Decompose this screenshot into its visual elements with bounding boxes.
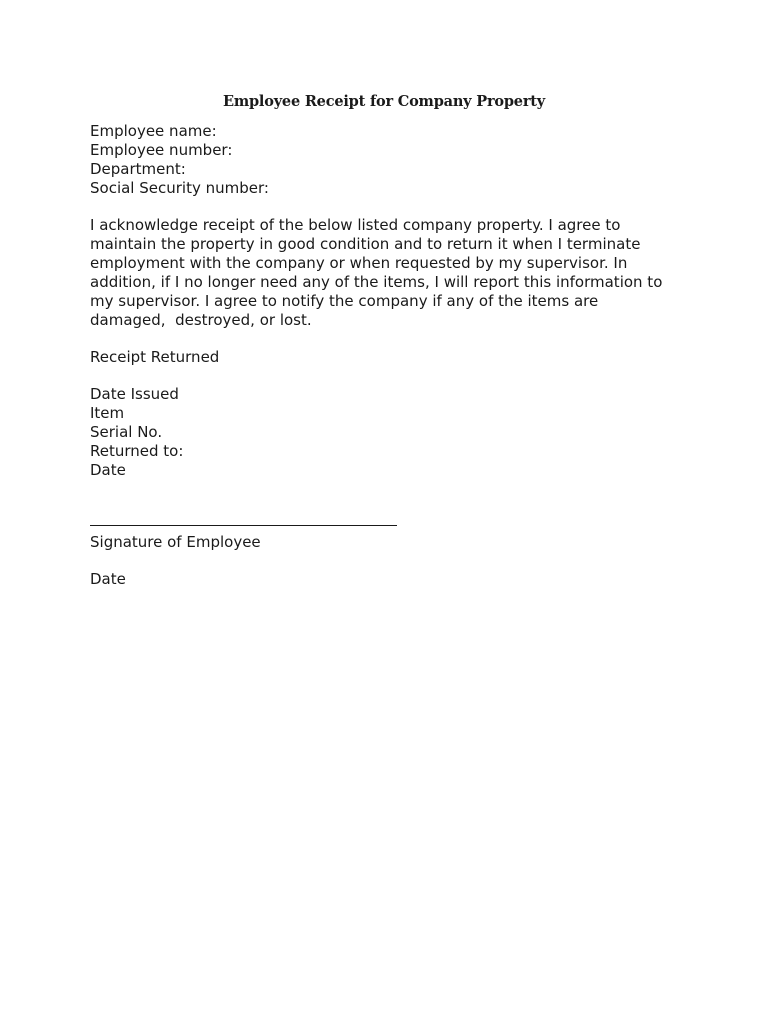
acknowledgement-paragraph	[90, 216, 690, 330]
employee-info-fields	[90, 122, 690, 198]
serial-number-label: Serial No.	[90, 423, 163, 441]
paragraph-line: addition, if I no longer need any of the items, I will report this information to	[90, 273, 663, 291]
signature-line	[90, 525, 397, 526]
spacer	[90, 552, 690, 570]
item-label: Item	[90, 404, 125, 422]
signature-date-label: Date	[90, 570, 126, 588]
department-label: Department:	[90, 160, 186, 178]
paragraph-line: I acknowledge receipt of the below listed company property. I agree to	[90, 216, 621, 234]
spacer	[90, 330, 690, 348]
employee-number-label: Employee number:	[90, 141, 233, 159]
document-title: Employee Receipt for Company Property	[222, 93, 545, 110]
paragraph-line: my supervisor. I agree to notify the company if any of the items are	[90, 292, 599, 310]
spacer	[90, 198, 690, 216]
spacer	[90, 480, 690, 525]
returned-to-label: Returned to:	[90, 442, 184, 460]
receipt-fields	[90, 385, 690, 480]
signature-label: Signature of Employee	[90, 533, 261, 551]
date-issued-label: Date Issued	[90, 385, 179, 403]
ssn-label: Social Security number:	[90, 179, 269, 197]
receipt-date-label: Date	[90, 461, 126, 479]
receipt-returned-heading: Receipt Returned	[90, 348, 220, 366]
employee-name-label: Employee name:	[90, 122, 217, 140]
document-body	[90, 122, 690, 589]
paragraph-line: maintain the property in good condition and to return it when I terminate	[90, 235, 641, 253]
spacer	[90, 367, 690, 385]
paragraph-line: employment with the company or when requested by my supervisor. In	[90, 254, 628, 272]
paragraph-line: damaged, destroyed, or lost.	[90, 311, 312, 329]
